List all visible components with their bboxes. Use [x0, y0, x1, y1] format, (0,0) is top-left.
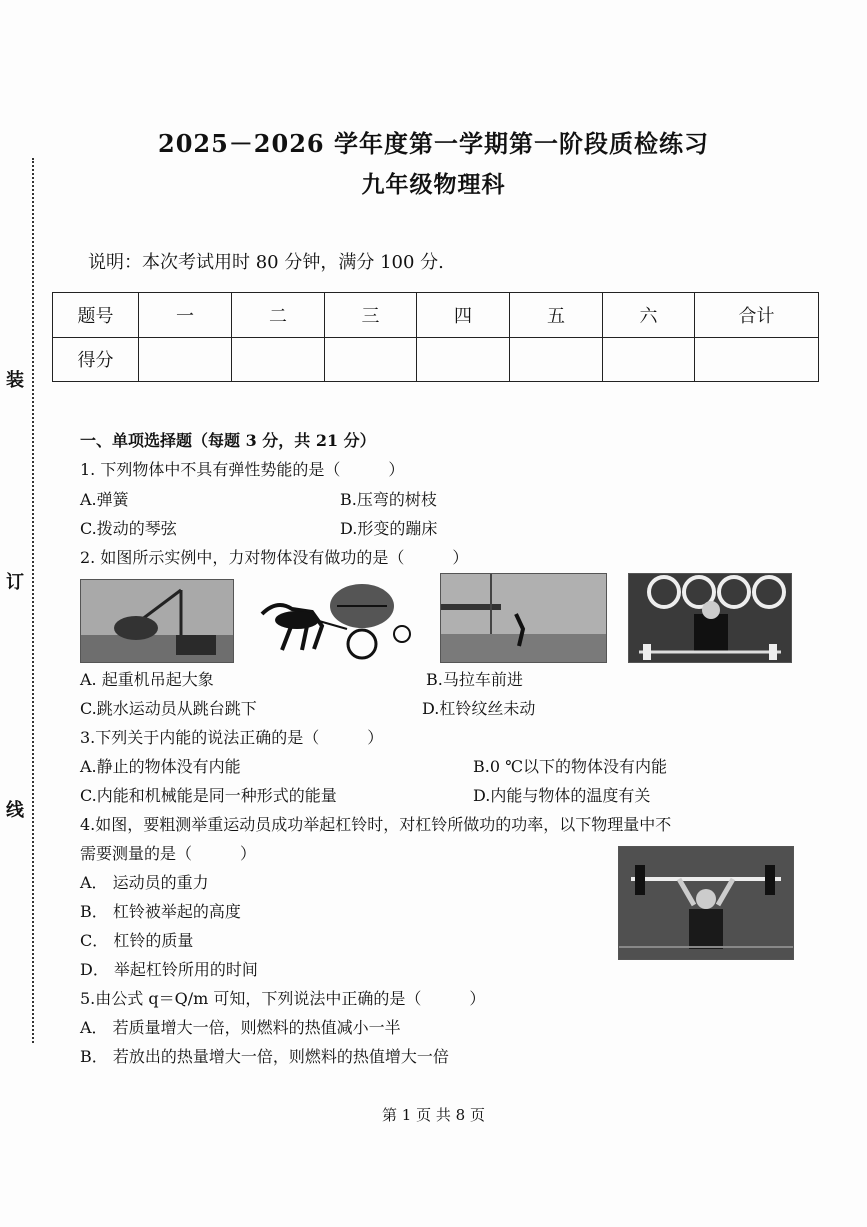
binding-dotted-line [32, 158, 34, 1043]
score-cell-total[interactable] [695, 337, 819, 382]
q4-stem-line-1: 4.如图，要粗测举重运动员成功举起杠铃时，对杠铃所做功的功率，以下物理量中不 [80, 815, 672, 834]
q5-option-b: B． 若放出的热量增大一倍，则燃料的热值增大一倍 [80, 1047, 449, 1066]
diver-image [440, 573, 607, 663]
exam-subtitle: 九年级物理科 [361, 171, 506, 198]
score-cell-6[interactable] [603, 337, 695, 382]
weightlifter-lift-image [618, 846, 794, 960]
binding-char-xian: 线 [6, 800, 24, 821]
score-cell-2[interactable] [232, 337, 325, 382]
header-cell-5: 五 [510, 293, 603, 338]
q2-option-b: B.马拉车前进 [426, 670, 523, 689]
q5-option-a: A． 若质量增大一倍，则燃料的热值减小一半 [80, 1018, 401, 1037]
q4-option-a: A． 运动员的重力 [80, 873, 209, 892]
q3-option-a: A.静止的物体没有内能 [80, 757, 241, 776]
score-cell-1[interactable] [139, 337, 232, 382]
header-cell-2: 二 [232, 293, 325, 338]
binding-char-ding: 订 [6, 572, 24, 593]
section-1-heading: 一、单项选择题（每题 3 分，共 21 分） [80, 431, 376, 450]
score-cell-5[interactable] [510, 337, 603, 382]
q4-stem-line-2: 需要测量的是（ ） [80, 844, 257, 863]
q4-option-b: B． 杠铃被举起的高度 [80, 902, 241, 921]
q3-option-b: B.0 ℃以下的物体没有内能 [473, 757, 668, 776]
header-cell-number: 题号 [53, 293, 139, 338]
q2-stem: 2. 如图所示实例中，力对物体没有做功的是（ ） [80, 548, 469, 567]
score-label-cell: 得分 [53, 337, 139, 382]
q4-option-c: C． 杠铃的质量 [80, 931, 194, 950]
q1-option-c: C.拨动的琴弦 [80, 519, 177, 538]
q4-option-d: D． 举起杠铃所用的时间 [80, 960, 258, 979]
score-cell-4[interactable] [417, 337, 510, 382]
page-number: 第 1 页 共 8 页 [382, 1106, 485, 1124]
crane-elephant-image [80, 579, 234, 663]
score-table-header-row [53, 293, 819, 338]
score-cell-3[interactable] [325, 337, 417, 382]
exam-title: 2025－2026 学年度第一学期第一阶段质检练习 [158, 129, 709, 158]
horse-cart-image [252, 574, 412, 660]
q2-option-d: D.杠铃纹丝未动 [422, 699, 536, 718]
q5-stem: 5.由公式 q＝Q/m 可知，下列说法中正确的是（ ） [80, 989, 486, 1008]
q1-option-b: B.压弯的树枝 [340, 490, 437, 509]
header-cell-6: 六 [603, 293, 695, 338]
header-cell-1: 一 [139, 293, 232, 338]
q1-stem: 1. 下列物体中不具有弹性势能的是（ ） [80, 460, 405, 479]
q1-option-a: A.弹簧 [80, 490, 129, 509]
q3-stem: 3.下列关于内能的说法正确的是（ ） [80, 728, 384, 747]
q1-option-d: D.形变的蹦床 [340, 519, 438, 538]
header-cell-4: 四 [417, 293, 510, 338]
exam-note: 说明：本次考试用时 80 分钟，满分 100 分. [88, 252, 444, 273]
q2-option-a: A. 起重机吊起大象 [80, 670, 214, 689]
q3-option-c: C.内能和机械能是同一种形式的能量 [80, 786, 337, 805]
header-cell-3: 三 [325, 293, 417, 338]
q3-option-d: D.内能与物体的温度有关 [473, 786, 651, 805]
header-cell-total: 合计 [695, 293, 819, 338]
weightlifter-image [628, 573, 792, 663]
score-table-score-row [53, 337, 819, 382]
q2-option-c: C.跳水运动员从跳台跳下 [80, 699, 257, 718]
binding-char-zhuang: 装 [6, 370, 24, 391]
score-table [52, 292, 819, 382]
